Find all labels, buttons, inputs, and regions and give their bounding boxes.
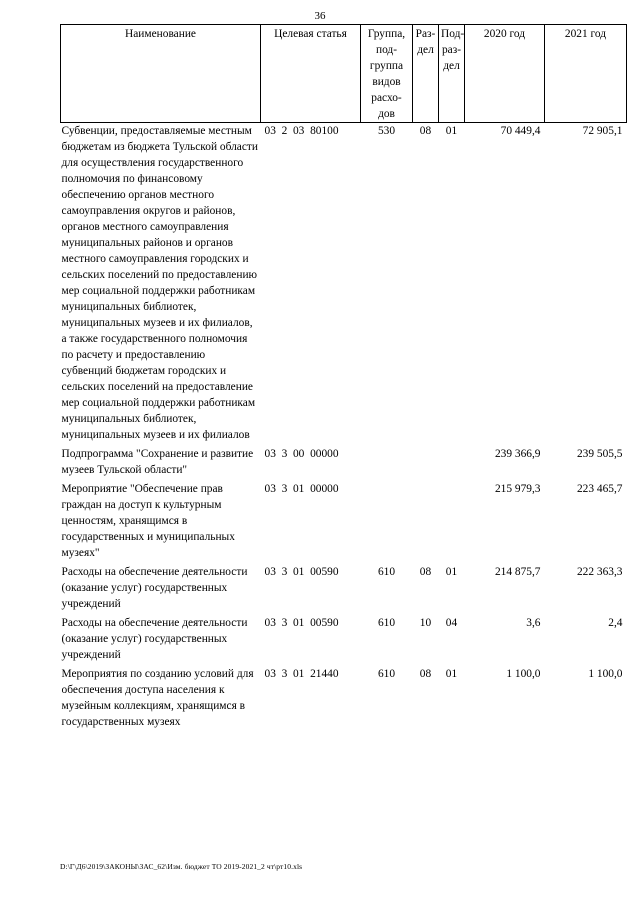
header-group-line: дов (378, 108, 395, 120)
header-subsection-line: дел (443, 60, 460, 72)
header-year-2020: 2020 год (465, 25, 545, 123)
row-section: 08 (419, 668, 432, 680)
header-group-line: видов (372, 76, 401, 88)
row-section (413, 446, 439, 481)
row-amount-2020: 70 449,4 (500, 125, 541, 137)
row-section: 10 (419, 617, 432, 629)
table-row (61, 564, 627, 615)
header-section-line: дел (417, 44, 434, 56)
row-amount-2020: 214 875,7 (494, 566, 541, 578)
row-group: 610 (377, 566, 396, 578)
header-target-article: Целевая статья (261, 25, 361, 123)
header-section (413, 25, 439, 123)
header-name: Наименование (61, 25, 261, 123)
row-subsection: 04 (445, 617, 458, 629)
table-header-row (61, 25, 627, 123)
header-group-line: расхо- (371, 92, 402, 104)
row-amount-2020: 1 100,0 (506, 668, 541, 680)
row-group: 530 (377, 125, 396, 137)
row-target-article: 03 3 00 00000 (264, 448, 339, 460)
header-subsection-line: Под- (441, 28, 465, 40)
row-amount-2020: 215 979,3 (494, 483, 541, 495)
table-row (61, 481, 627, 564)
budget-table-container (60, 24, 626, 733)
row-amount-2020: 3,6 (526, 617, 541, 629)
row-subsection: 01 (445, 566, 458, 578)
header-year-2021: 2021 год (545, 25, 627, 123)
header-group (361, 25, 413, 123)
row-amount-2021: 72 905,1 (582, 125, 623, 137)
row-group (361, 446, 413, 481)
row-group: 610 (377, 668, 396, 680)
table-row (61, 666, 627, 733)
row-subsection (439, 481, 465, 564)
row-group: 610 (377, 617, 396, 629)
row-target-article: 03 3 01 00590 (264, 566, 339, 578)
header-group-line: под- (375, 44, 398, 56)
row-subsection: 01 (445, 668, 458, 680)
row-amount-2021: 222 363,3 (576, 566, 623, 578)
page-number: 36 (314, 10, 326, 22)
header-group-line: Группа, (367, 28, 406, 40)
row-amount-2021: 223 465,7 (576, 483, 623, 495)
row-target-article: 03 3 01 21440 (264, 668, 339, 680)
row-target-article: 03 3 01 00000 (264, 483, 339, 495)
row-group (361, 481, 413, 564)
table-row (61, 446, 627, 481)
row-name: Субвенции, предоставляемые местным бюджетам из бюджета Тульской области для осуществления государственного полномочия по финансовому обеспечению органов местного самоуправления округов и районов, органов местного самоуправления муниципальных районов и органов местного самоуправления городских и сельских поселений по предоставлению мер социальной поддержки работникам муниципальных библиотек, муниципальных музеев и их филиалов, а также государственного полномочия по расчету и предоставлению субвенций бюджетам городских и сельских поселений на предоставление мер социальной поддержки работникам муниципальных библиотек, муниципальных музеев и их филиалов (61, 125, 258, 441)
row-section: 08 (419, 125, 432, 137)
header-subsection (439, 25, 465, 123)
row-amount-2020: 239 366,9 (494, 448, 541, 460)
table-row (61, 123, 627, 447)
file-path-footer: D:\Г\Д6\2019\ЗАКОНЫ\ЗАС_62\Изм. бюджет ТО 2019-2021_2 чт\рт10.xls (60, 862, 303, 871)
row-amount-2021: 2,4 (608, 617, 623, 629)
header-group-line: группа (369, 60, 404, 72)
row-name: Мероприятие "Обеспечение прав граждан на доступ к культурным ценностям, хранящимся в государственных и муниципальных музеях" (61, 483, 235, 559)
row-subsection: 01 (445, 125, 458, 137)
row-name: Мероприятия по созданию условий для обеспечения доступа населения к музейным коллекциям, хранящимся в государственных музеях (61, 668, 254, 728)
row-amount-2021: 239 505,5 (576, 448, 623, 460)
row-name: Расходы на обеспечение деятельности (оказание услуг) государственных учреждений (61, 566, 248, 610)
row-subsection (439, 446, 465, 481)
header-subsection-line: раз- (441, 44, 462, 56)
header-section-line: Раз- (415, 28, 436, 40)
row-amount-2021: 1 100,0 (588, 668, 623, 680)
row-section (413, 481, 439, 564)
row-target-article: 03 3 01 00590 (264, 617, 339, 629)
row-name: Расходы на обеспечение деятельности (оказание услуг) государственных учреждений (61, 617, 248, 661)
budget-table (60, 24, 627, 733)
row-target-article: 03 2 03 80100 (264, 125, 339, 137)
row-name: Подпрограмма "Сохранение и развитие музеев Тульской области" (61, 448, 254, 476)
row-section: 08 (419, 566, 432, 578)
table-row (61, 615, 627, 666)
